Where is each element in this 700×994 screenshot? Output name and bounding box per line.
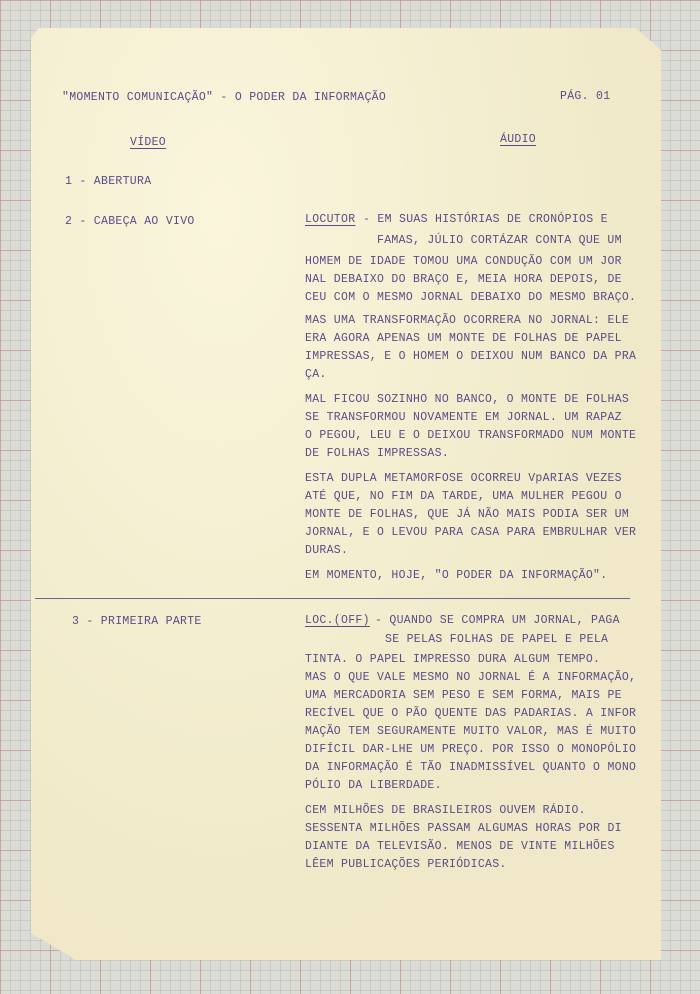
audio-line: - QUANDO SE COMPRA UM JORNAL, PAGA <box>375 614 620 627</box>
audio-line: MAS UMA TRANSFORMAÇÃO OCORRERA NO JORNAL: ELE <box>305 314 630 327</box>
audio-line: IMPRESSAS, E O HOMEM O DEIXOU NUM BANCO DA PRA <box>305 350 637 363</box>
audio-line: LÊEM PUBLICAÇÕES PERIÓDICAS. <box>305 858 507 871</box>
audio-line: ESTA DUPLA METAMORFOSE OCORREU VpARIAS VEZES <box>305 472 622 485</box>
audio-line: CEU COM O MESMO JORNAL DEBAIXO DO MESMO BRAÇO. <box>305 291 637 304</box>
audio-line: DURAS. <box>305 544 349 557</box>
audio-line: FAMAS, JÚLIO CORTÁZAR CONTA QUE UM <box>377 234 622 247</box>
audio-line: ÇA. <box>305 368 327 381</box>
audio-line: DIANTE DA TELEVISÃO. MENOS DE VINTE MILHÕES <box>305 840 615 853</box>
audio-line: MAL FICOU SOZINHO NO BANCO, O MONTE DE FOLHAS <box>305 393 630 406</box>
audio-line: PÓLIO DA LIBERDADE. <box>305 779 442 792</box>
video-column-heading: VÍDEO <box>130 136 167 149</box>
video-cue-3: 3 - PRIMEIRA PARTE <box>72 615 202 628</box>
script-title: "MOMENTO COMUNICAÇÃO" - O PODER DA INFORMAÇÃO <box>62 91 387 104</box>
speaker-label-locutor: LOCUTOR <box>305 213 356 226</box>
audio-line: DA INFORMAÇÃO É TÃO INADMISSÍVEL QUANTO O MONO <box>305 761 637 774</box>
audio-line: HOMEM DE IDADE TOMOU UMA CONDUÇÃO COM UM JOR <box>305 255 622 268</box>
audio-line: SE TRANSFORMOU NOVAMENTE EM JORNAL. UM RAPAZ <box>305 411 622 424</box>
audio-line: ERA AGORA APENAS UM MONTE DE FOLHAS DE PAPEL <box>305 332 622 345</box>
video-cue-1: 1 - ABERTURA <box>65 175 152 188</box>
audio-line: SE PELAS FOLHAS DE PAPEL E PELA <box>385 633 609 646</box>
audio-line: EM MOMENTO, HOJE, "O PODER DA INFORMAÇÃO". <box>305 569 608 582</box>
audio-column-heading: ÁUDIO <box>500 133 537 146</box>
speaker-label-loc-off: LOC.(OFF) <box>305 614 370 627</box>
audio-line: UMA MERCADORIA SEM PESO E SEM FORMA, MAIS PE <box>305 689 622 702</box>
video-cue-2: 2 - CABEÇA AO VIVO <box>65 215 195 228</box>
audio-line: JORNAL, E O LEVOU PARA CASA PARA EMBRULHAR VER <box>305 526 637 539</box>
audio-line: - EM SUAS HISTÓRIAS DE CRONÓPIOS E <box>363 213 608 226</box>
audio-line: DIFÍCIL DAR-LHE UM PREÇO. POR ISSO O MONOPÓLIO <box>305 743 637 756</box>
section-divider <box>35 598 630 599</box>
audio-line: MAS O QUE VALE MESMO NO JORNAL É A INFORMAÇÃO, <box>305 671 637 684</box>
audio-line: MONTE DE FOLHAS, QUE JÁ NÃO MAIS PODIA SER UM <box>305 508 630 521</box>
audio-line: O PEGOU, LEU E O DEIXOU TRANSFORMADO NUM MONTE <box>305 429 637 442</box>
audio-line: RECÍVEL QUE O PÃO QUENTE DAS PADARIAS. A INFOR <box>305 707 637 720</box>
audio-line: TINTA. O PAPEL IMPRESSO DURA ALGUM TEMPO. <box>305 653 601 666</box>
audio-line: CEM MILHÕES DE BRASILEIROS OUVEM RÁDIO. <box>305 804 586 817</box>
audio-line: ATÉ QUE, NO FIM DA TARDE, UMA MULHER PEGOU O <box>305 490 622 503</box>
audio-line: SESSENTA MILHÕES PASSAM ALGUMAS HORAS POR DI <box>305 822 622 835</box>
audio-line: MAÇÃO TEM SEGURAMENTE MUITO VALOR, MAS É MUITO <box>305 725 637 738</box>
page-number: PÁG. 01 <box>560 90 611 103</box>
audio-line: DE FOLHAS IMPRESSAS. <box>305 447 450 460</box>
audio-line: NAL DEBAIXO DO BRAÇO E, MEIA HORA DEPOIS, DE <box>305 273 622 286</box>
